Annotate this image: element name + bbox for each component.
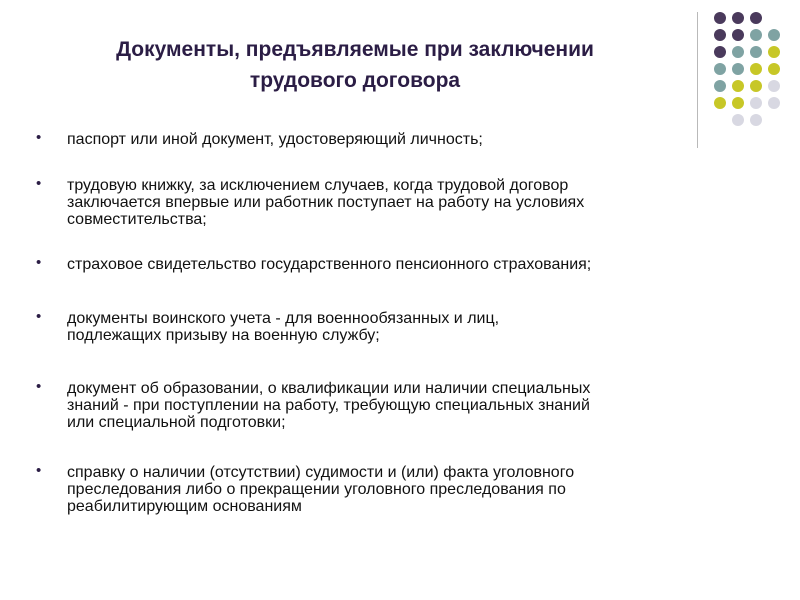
dot-olive — [750, 63, 762, 75]
title-line-1: Документы, предъявляемые при заключении — [116, 38, 594, 61]
dot-olive — [714, 97, 726, 109]
dot-purple — [750, 12, 762, 24]
list-item — [36, 380, 756, 431]
bullet-icon: • — [36, 462, 42, 479]
slide-title — [40, 34, 670, 96]
dot-grey — [750, 29, 762, 41]
list-item-text: справку о наличии (отсутствии) судимости и (или) факта уголовного преследования либо о прекращении уголовного преследования по реабилитирующим основаниям — [67, 464, 575, 515]
dot-purple — [714, 12, 726, 24]
dot-light — [750, 97, 762, 109]
dot-grey — [732, 46, 744, 58]
dot-light — [750, 114, 762, 126]
bullet-list — [36, 131, 756, 515]
list-item — [36, 310, 756, 344]
dot-purple — [714, 29, 726, 41]
dot-purple — [714, 46, 726, 58]
dot-grey — [732, 63, 744, 75]
dot-olive — [732, 97, 744, 109]
bullet-icon: • — [36, 378, 42, 395]
decorative-divider — [697, 12, 698, 148]
dot-grey — [750, 46, 762, 58]
list-item — [36, 256, 756, 273]
list-item — [36, 131, 756, 148]
decorative-dot-grid — [710, 12, 774, 132]
dot-purple — [732, 12, 744, 24]
list-item-text: трудовую книжку, за исключением случаев, когда трудовой договор заключается впервые или работник поступает на работу на условиях совместительства; — [67, 177, 585, 228]
dot-olive — [750, 80, 762, 92]
dot-light — [732, 114, 744, 126]
list-item-text: страховое свидетельство государственного пенсионного страхования; — [67, 256, 592, 273]
list-item-text: документ об образовании, о квалификации или наличии специальных знаний - при поступлении на работу, требующую специальных знаний или специальной подготовки; — [67, 380, 591, 431]
dot-olive — [768, 46, 780, 58]
list-item-text: паспорт или иной документ, удостоверяющий личность; — [67, 131, 483, 148]
list-item — [36, 177, 756, 228]
bullet-icon: • — [36, 254, 42, 271]
dot-grey — [768, 29, 780, 41]
bullet-icon: • — [36, 129, 42, 146]
dot-purple — [732, 29, 744, 41]
title-line-2: трудового договора — [249, 69, 461, 92]
dot-light — [768, 80, 780, 92]
bullet-icon: • — [36, 175, 42, 192]
dot-light — [768, 97, 780, 109]
dot-grey — [714, 63, 726, 75]
list-item-text: документы воинского учета - для военнообязанных и лиц, подлежащих призыву на военную службу; — [67, 310, 500, 344]
dot-grey — [714, 80, 726, 92]
bullet-icon: • — [36, 308, 42, 325]
list-item — [36, 464, 756, 515]
dot-olive — [732, 80, 744, 92]
dot-olive — [768, 63, 780, 75]
